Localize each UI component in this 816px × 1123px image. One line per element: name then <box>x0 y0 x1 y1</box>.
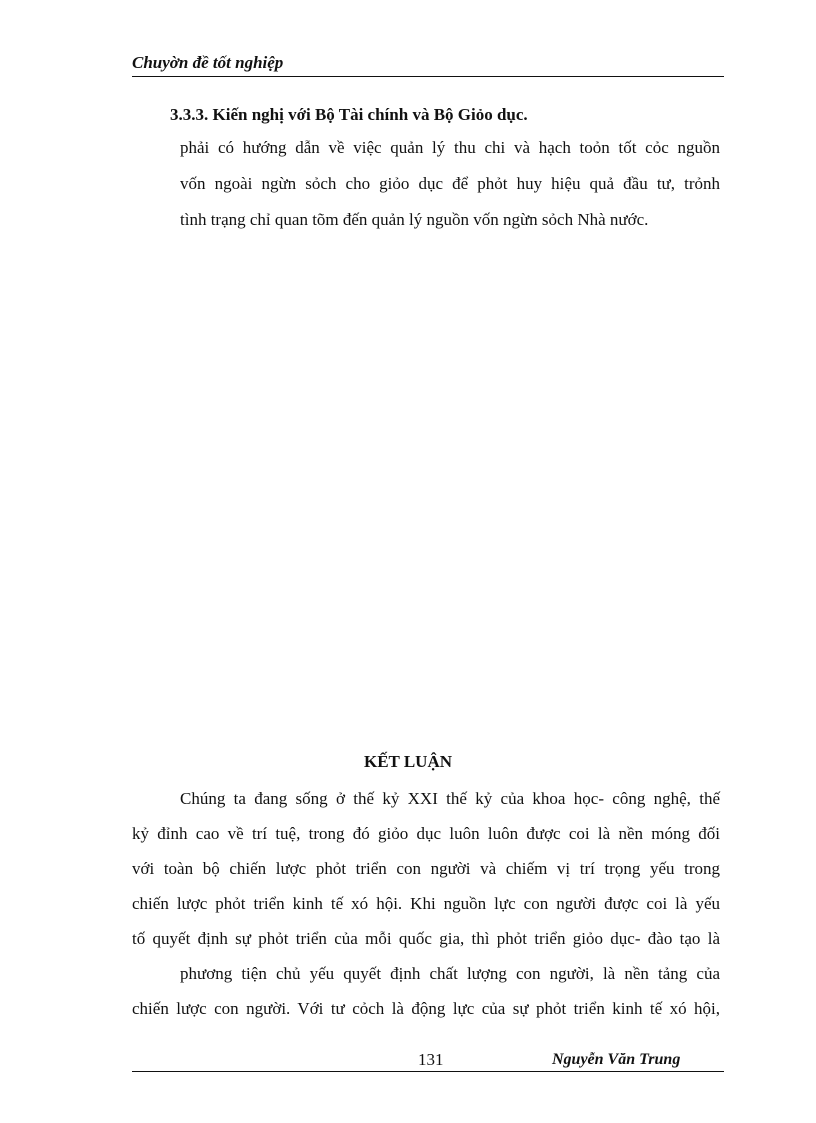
footer-author: Nguyễn Văn Trung <box>552 1051 681 1068</box>
footer-rule <box>132 1071 724 1072</box>
header-rule <box>132 76 724 77</box>
conclusion-paragraph-line: tố quyết định sự phỏt triển của mỗi quốc gia, thì phỏt triển giỏo dục- đào tạo là <box>132 929 720 948</box>
section-paragraph-line: phải có hướng dẫn về việc quản lý thu chi và hạch toỏn tốt cỏc nguồn <box>180 138 720 157</box>
conclusion-paragraph-line: chiến lược con người. Với tư cỏch là động lực của sự phỏt triển kinh tế xó hội, <box>132 999 720 1018</box>
conclusion-paragraph-line: kỷ đỉnh cao về trí tuệ, trong đó giỏo dục luôn luôn được coi là nền móng đối <box>132 824 720 843</box>
section-heading: 3.3.3. Kiến nghị với Bộ Tài chính và Bộ Giỏo dục. <box>170 105 528 124</box>
conclusion-paragraph-line: với toàn bộ chiến lược phỏt triển con người và chiếm vị trí trọng yếu trong <box>132 859 720 878</box>
page-number: 131 <box>418 1050 444 1069</box>
conclusion-heading: KẾT LUẬN <box>363 752 452 771</box>
section-paragraph-line: vốn ngoài ngừn sỏch cho giỏo dục để phỏt huy hiệu quả đầu tư, trỏnh <box>180 174 720 193</box>
conclusion-paragraph-line: chiến lược phỏt triển kinh tế xó hội. Khi nguồn lực con người được coi là yếu <box>132 894 720 913</box>
section-paragraph-line: tình trạng chỉ quan tõm đến quản lý nguồn vốn ngừn sỏch Nhà nước. <box>180 210 649 229</box>
conclusion-paragraph-line: Chúng ta đang sống ở thế kỷ XXI thế kỷ của khoa học- công nghệ, thế <box>180 789 720 808</box>
conclusion-paragraph-line: phương tiện chủ yếu quyết định chất lượng con người, là nền tảng của <box>180 964 720 983</box>
running-header-title: Chuyờn đề tốt nghiệp <box>132 53 284 72</box>
